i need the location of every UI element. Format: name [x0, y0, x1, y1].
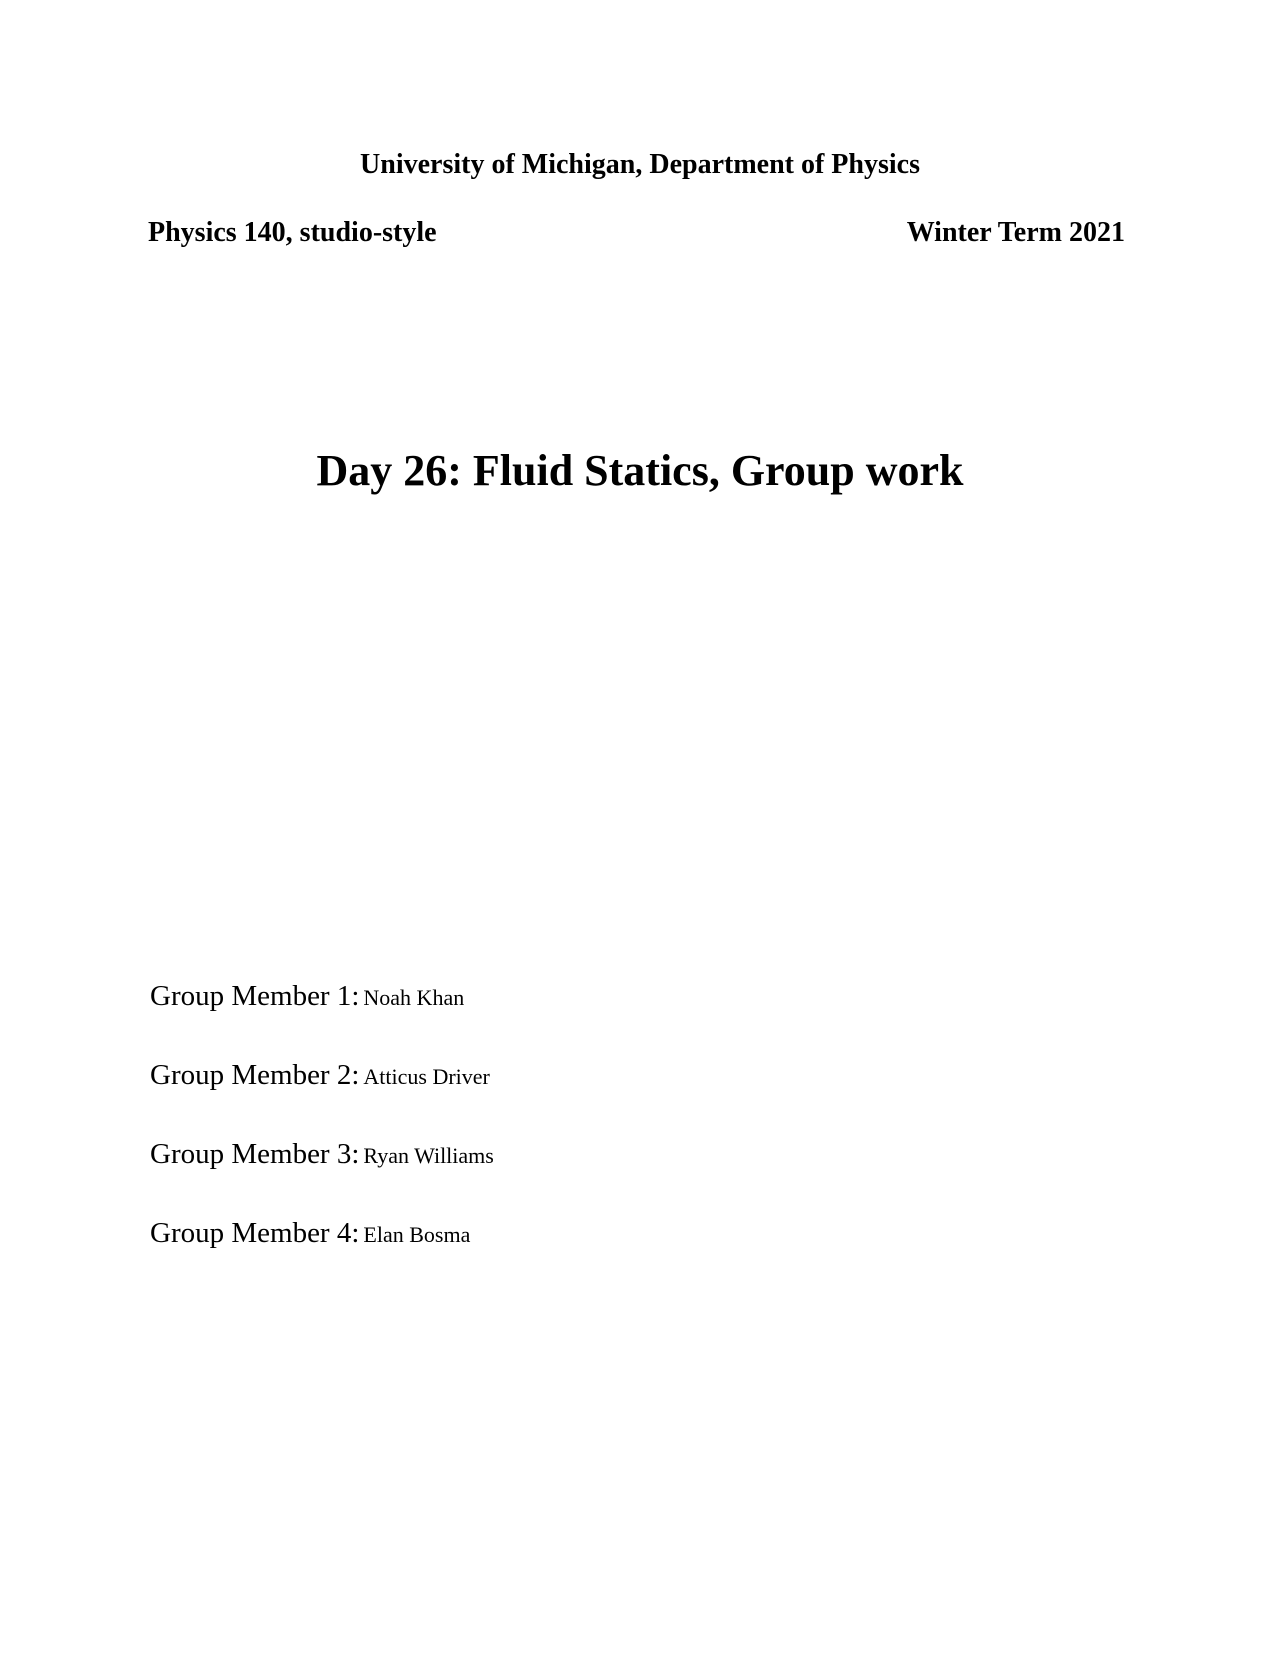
group-members-list — [150, 978, 1050, 1294]
group-member-row — [150, 1136, 1050, 1215]
group-member-name: Elan Bosma — [363, 1222, 471, 1247]
group-member-row — [150, 1215, 1050, 1294]
group-member-separator: : — [351, 1059, 360, 1091]
group-member-label: Group Member 2 — [150, 1059, 352, 1091]
group-member-separator: : — [351, 1138, 360, 1170]
group-member-label: Group Member 3 — [150, 1138, 352, 1170]
group-member-row — [150, 1057, 1050, 1136]
group-member-name: Noah Khan — [363, 985, 465, 1010]
group-member-label: Group Member 4 — [150, 1217, 352, 1249]
course-name: Physics 140, studio-style — [148, 217, 437, 248]
group-member-name: Atticus Driver — [363, 1064, 490, 1089]
group-member-separator: : — [351, 1217, 360, 1249]
group-member-name: Ryan Williams — [363, 1143, 494, 1168]
term-label: Winter Term 2021 — [906, 217, 1125, 248]
group-member-label: Group Member 1 — [150, 980, 352, 1012]
institution-heading: University of Michigan, Department of Physics — [360, 149, 920, 180]
group-member-separator: : — [351, 980, 360, 1012]
group-member-row — [150, 978, 1050, 1057]
document-title: Day 26: Fluid Statics, Group work — [316, 446, 964, 495]
